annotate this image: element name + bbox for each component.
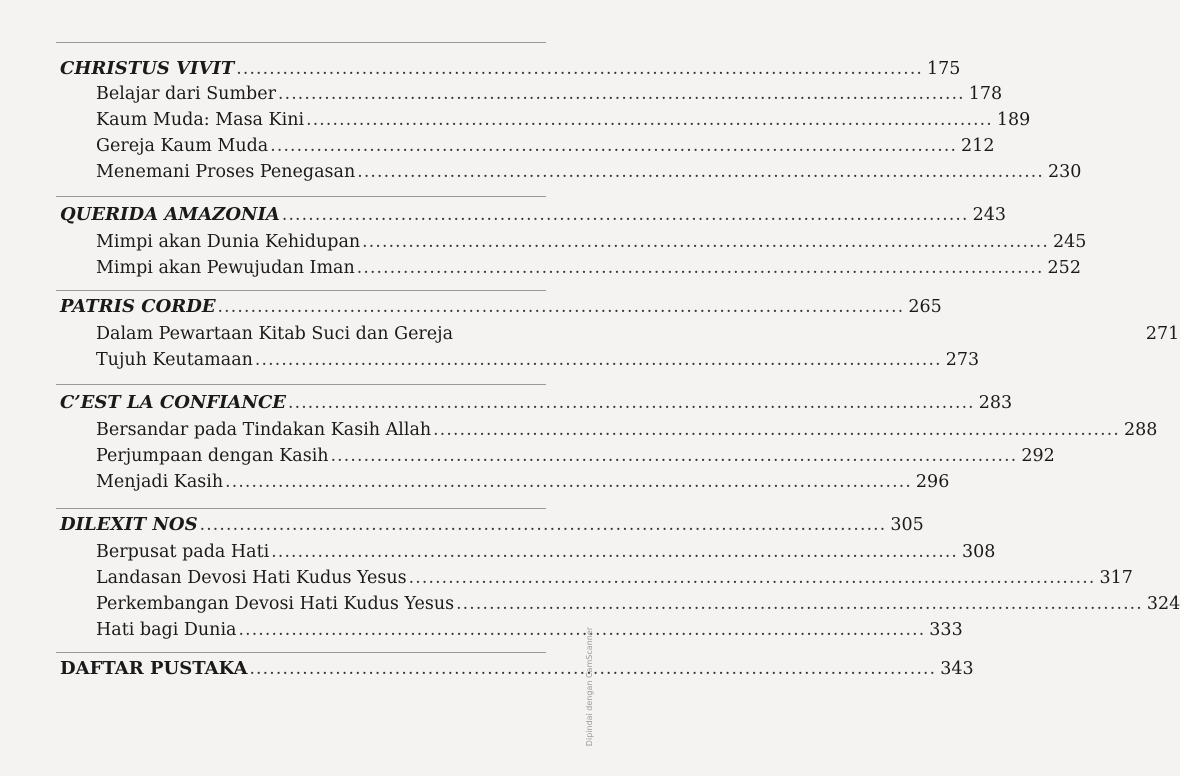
toc-page-number: 252	[1047, 258, 1081, 278]
toc-title: Perkembangan Devosi Hati Kudus Yesus	[96, 594, 455, 614]
toc-title: Bersandar pada Tindakan Kasih Allah	[96, 420, 432, 440]
dot-leader: ........................................................................................................	[249, 659, 937, 679]
toc-entry-menemani[interactable]	[0, 162, 1082, 190]
dot-leader: ........................................................................................................	[225, 472, 912, 492]
toc-title: Belajar dari Sumber	[96, 84, 276, 104]
toc-title: Berpusat pada Hati	[96, 542, 270, 562]
toc-entry-landasan[interactable]	[0, 568, 1133, 596]
toc-title: Tujuh Keutamaan	[96, 350, 253, 370]
toc-entry-hati-dunia[interactable]	[0, 620, 963, 648]
dot-leader: ........................................................................................................	[199, 515, 887, 535]
dot-leader: ........................................................................................................	[357, 162, 1045, 182]
toc-page-number: 273	[945, 350, 980, 370]
toc-page-number: 305	[890, 515, 924, 535]
toc-page-number: 230	[1048, 162, 1082, 182]
top-rule	[56, 42, 546, 43]
dot-leader: ........................................................................................................	[306, 110, 993, 130]
toc-page-number: 324	[1146, 594, 1180, 614]
toc-page-number: 308	[962, 542, 996, 562]
toc-page-number: 333	[929, 620, 963, 640]
dot-leader: ........................................................................................................	[362, 232, 1049, 252]
toc-title: Mimpi akan Pewujudan Iman	[96, 258, 355, 278]
toc-title: Landasan Devosi Hati Kudus Yesus	[96, 568, 407, 588]
toc-page-number: 288	[1123, 420, 1158, 440]
dot-leader: ........................................................................................................	[456, 594, 1143, 614]
toc-title: PATRIS CORDE	[60, 296, 216, 317]
toc-entry-cest-la-confiance[interactable]	[0, 392, 1013, 420]
dot-leader	[455, 324, 1142, 344]
toc-page-number: 317	[1099, 568, 1133, 588]
section-rule	[56, 196, 546, 197]
toc-entry-kaum-muda[interactable]	[0, 110, 1031, 138]
toc-entry-menjadi-kasih[interactable]	[0, 472, 950, 500]
toc-page-number: 296	[915, 472, 950, 492]
toc-page-number: 271	[1145, 324, 1180, 344]
dot-leader: ........................................................................................................	[270, 136, 958, 156]
toc-entry-daftar-pustaka[interactable]	[0, 658, 974, 686]
toc-entry-gereja-kaum-muda[interactable]	[0, 136, 995, 164]
toc-title: DAFTAR PUSTAKA	[60, 658, 248, 679]
dot-leader: ........................................................................................................	[287, 393, 975, 413]
section-rule	[56, 290, 546, 291]
dot-leader: ........................................................................................................	[408, 568, 1096, 588]
toc-page-number: 343	[940, 659, 974, 679]
toc-entry-mimpi-dunia[interactable]	[0, 232, 1087, 260]
toc-entry-tujuh[interactable]	[0, 350, 980, 378]
toc-page-number: 283	[978, 393, 1013, 413]
dot-leader: ........................................................................................................	[281, 205, 969, 225]
toc-entry-querida-amazonia[interactable]	[0, 204, 1007, 232]
dot-leader: ........................................................................................................	[236, 59, 924, 79]
dot-leader: ........................................................................................................	[356, 258, 1044, 278]
scanner-watermark: Dipindai dengan CamScanner	[585, 626, 594, 746]
toc-entry-patris-corde[interactable]	[0, 296, 942, 324]
toc-entry-pewartaan[interactable]	[0, 324, 1180, 352]
toc-title: Menjadi Kasih	[96, 472, 224, 492]
toc-entry-perjumpaan[interactable]	[0, 446, 1055, 474]
dot-leader: ........................................................................................................	[254, 350, 942, 370]
toc-title: Gereja Kaum Muda	[96, 136, 269, 156]
toc-title: Kaum Muda: Masa Kini	[96, 110, 305, 130]
toc-entry-mimpi-iman[interactable]	[0, 258, 1081, 286]
toc-entry-bersandar[interactable]	[0, 420, 1158, 448]
toc-entry-christus-vivit[interactable]	[0, 58, 961, 86]
dot-leader: ........................................................................................................	[238, 620, 926, 640]
toc-entry-belajar[interactable]	[0, 84, 1003, 112]
section-rule	[56, 508, 546, 509]
toc-title: QUERIDA AMAZONIA	[60, 204, 280, 225]
toc-page-number: 189	[996, 110, 1031, 130]
toc-page-number: 178	[968, 84, 1003, 104]
dot-leader: ........................................................................................................	[277, 84, 965, 104]
dot-leader: ........................................................................................................	[330, 446, 1018, 466]
dot-leader: ........................................................................................................	[271, 542, 959, 562]
toc-title: Hati bagi Dunia	[96, 620, 237, 640]
toc-page-number: 292	[1021, 446, 1055, 466]
toc-page-number: 175	[927, 59, 961, 79]
toc-entry-perkembangan[interactable]	[0, 594, 1180, 622]
toc-page-number: 245	[1052, 232, 1087, 252]
section-rule	[56, 652, 546, 653]
section-rule	[56, 384, 546, 385]
toc-page-number: 265	[908, 297, 942, 317]
toc-entry-dilexit-nos[interactable]	[0, 514, 924, 542]
toc-title: Mimpi akan Dunia Kehidupan	[96, 232, 361, 252]
dot-leader: ........................................................................................................	[433, 420, 1120, 440]
toc-title: Menemani Proses Penegasan	[96, 162, 356, 182]
toc-title: CHRISTUS VIVIT	[60, 58, 235, 79]
toc-page-number: 243	[972, 205, 1007, 225]
toc-title: C’EST LA CONFIANCE	[60, 392, 286, 413]
toc-title: Dalam Pewartaan Kitab Suci dan Gereja	[96, 324, 454, 344]
toc-title: DILEXIT NOS	[60, 514, 198, 535]
dot-leader: ........................................................................................................	[217, 297, 905, 317]
toc-entry-berpusat[interactable]	[0, 542, 996, 570]
toc-page-number: 212	[961, 136, 995, 156]
toc-title: Perjumpaan dengan Kasih	[96, 446, 329, 466]
